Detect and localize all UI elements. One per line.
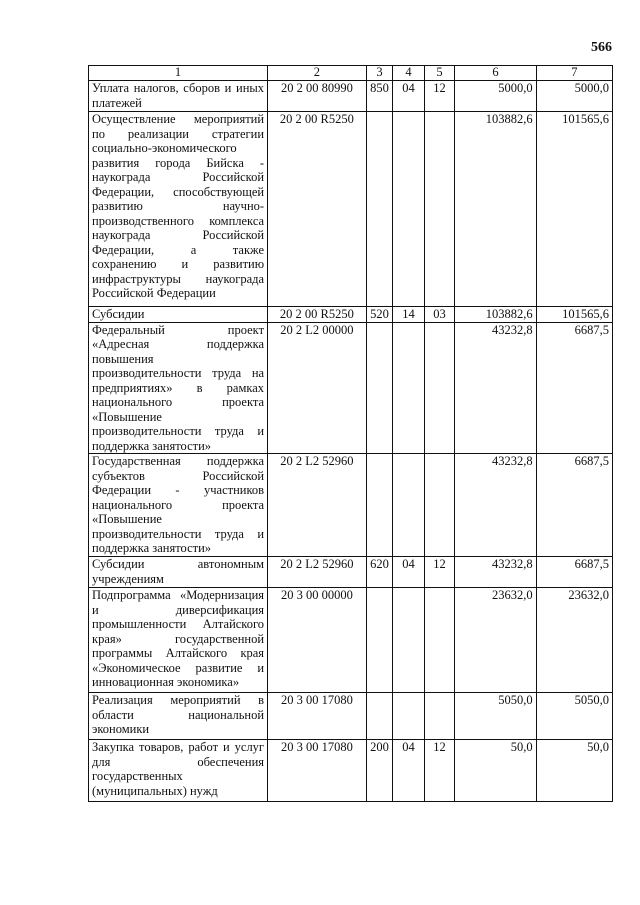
row-col6: 103882,6 <box>455 112 536 307</box>
row-code: 20 2 L2 52960 <box>268 557 367 588</box>
row-col4 <box>393 693 425 740</box>
row-col7: 6687,5 <box>536 322 612 454</box>
row-col3 <box>366 454 392 557</box>
row-col3 <box>366 112 392 307</box>
row-code: 20 2 L2 00000 <box>268 322 367 454</box>
row-col3 <box>366 322 392 454</box>
row-name: Субсидии автономным учреждениям <box>89 557 268 588</box>
table-row <box>89 588 613 693</box>
row-col4: 04 <box>393 81 425 112</box>
row-col6: 103882,6 <box>455 307 536 323</box>
row-col6: 43232,8 <box>455 454 536 557</box>
table-row <box>89 81 613 112</box>
header-cell: 6 <box>455 66 536 81</box>
row-col4 <box>393 454 425 557</box>
row-code: 20 3 00 00000 <box>268 588 367 693</box>
row-col5: 03 <box>424 307 455 323</box>
row-col6: 5050,0 <box>455 693 536 740</box>
row-col4: 04 <box>393 740 425 802</box>
row-col5: 12 <box>424 81 455 112</box>
row-col7: 5000,0 <box>536 81 612 112</box>
row-name: Реализация мероприятий в области национальной экономики <box>89 693 268 740</box>
row-col6: 5000,0 <box>455 81 536 112</box>
budget-table <box>88 65 613 802</box>
row-col5 <box>424 454 455 557</box>
table-row <box>89 740 613 802</box>
row-col6: 23632,0 <box>455 588 536 693</box>
row-col4: 14 <box>393 307 425 323</box>
header-cell: 3 <box>366 66 392 81</box>
row-col7: 23632,0 <box>536 588 612 693</box>
row-code: 20 3 00 17080 <box>268 740 367 802</box>
row-col6: 43232,8 <box>455 322 536 454</box>
page-number: 566 <box>591 40 612 55</box>
row-code: 20 2 00 80990 <box>268 81 367 112</box>
row-col3: 200 <box>366 740 392 802</box>
table-row <box>89 693 613 740</box>
table-row <box>89 322 613 454</box>
row-code: 20 3 00 17080 <box>268 693 367 740</box>
row-col4: 04 <box>393 557 425 588</box>
table-row <box>89 557 613 588</box>
row-code: 20 2 00 R5250 <box>268 112 367 307</box>
row-code: 20 2 L2 52960 <box>268 454 367 557</box>
row-name: Осуществление мероприятий по реализации стратегии социально-экономического развития города Бийска - наукограда Российской Федерации, способствующей развитию научно-производственного комплекса наукограда Российской Федерации, а также сохранению и развитию инфраструктуры наукограда Российской Федерации <box>89 112 268 307</box>
row-code: 20 2 00 R5250 <box>268 307 367 323</box>
table-row <box>89 112 613 307</box>
row-col7: 5050,0 <box>536 693 612 740</box>
row-col5: 12 <box>424 557 455 588</box>
row-col3 <box>366 588 392 693</box>
header-cell: 5 <box>424 66 455 81</box>
row-col4 <box>393 588 425 693</box>
header-cell: 4 <box>393 66 425 81</box>
row-col5 <box>424 322 455 454</box>
row-col4 <box>393 112 425 307</box>
header-cell: 2 <box>268 66 367 81</box>
row-name: Государственная поддержка субъектов Российской Федерации - участников национального проекта «Повышение производительности труда и поддержка занятости» <box>89 454 268 557</box>
row-col6: 50,0 <box>455 740 536 802</box>
row-col7: 6687,5 <box>536 454 612 557</box>
row-col5 <box>424 588 455 693</box>
row-col7: 101565,6 <box>536 307 612 323</box>
row-name: Подпрограмма «Модернизация и диверсификация промышленности Алтайского края» государственной программы Алтайского края «Экономическое развитие и инновационная экономика» <box>89 588 268 693</box>
row-name: Федеральный проект «Адресная поддержка повышения производительности труда на предприятиях» в рамках национального проекта «Повышение производительности труда и поддержка занятости» <box>89 322 268 454</box>
row-col5 <box>424 112 455 307</box>
row-col3: 620 <box>366 557 392 588</box>
row-col7: 6687,5 <box>536 557 612 588</box>
header-cell: 1 <box>89 66 268 81</box>
table-row <box>89 454 613 557</box>
row-col5: 12 <box>424 740 455 802</box>
header-row <box>89 66 613 81</box>
row-col7: 50,0 <box>536 740 612 802</box>
table-row <box>89 307 613 323</box>
row-col4 <box>393 322 425 454</box>
row-col3: 520 <box>366 307 392 323</box>
row-col3 <box>366 693 392 740</box>
row-col7: 101565,6 <box>536 112 612 307</box>
row-name: Закупка товаров, работ и услуг для обеспечения государственных (муниципальных) нужд <box>89 740 268 802</box>
header-cell: 7 <box>536 66 612 81</box>
row-name: Субсидии <box>89 307 268 323</box>
row-col6: 43232,8 <box>455 557 536 588</box>
row-col5 <box>424 693 455 740</box>
row-name: Уплата налогов, сборов и иных платежей <box>89 81 268 112</box>
row-col3: 850 <box>366 81 392 112</box>
